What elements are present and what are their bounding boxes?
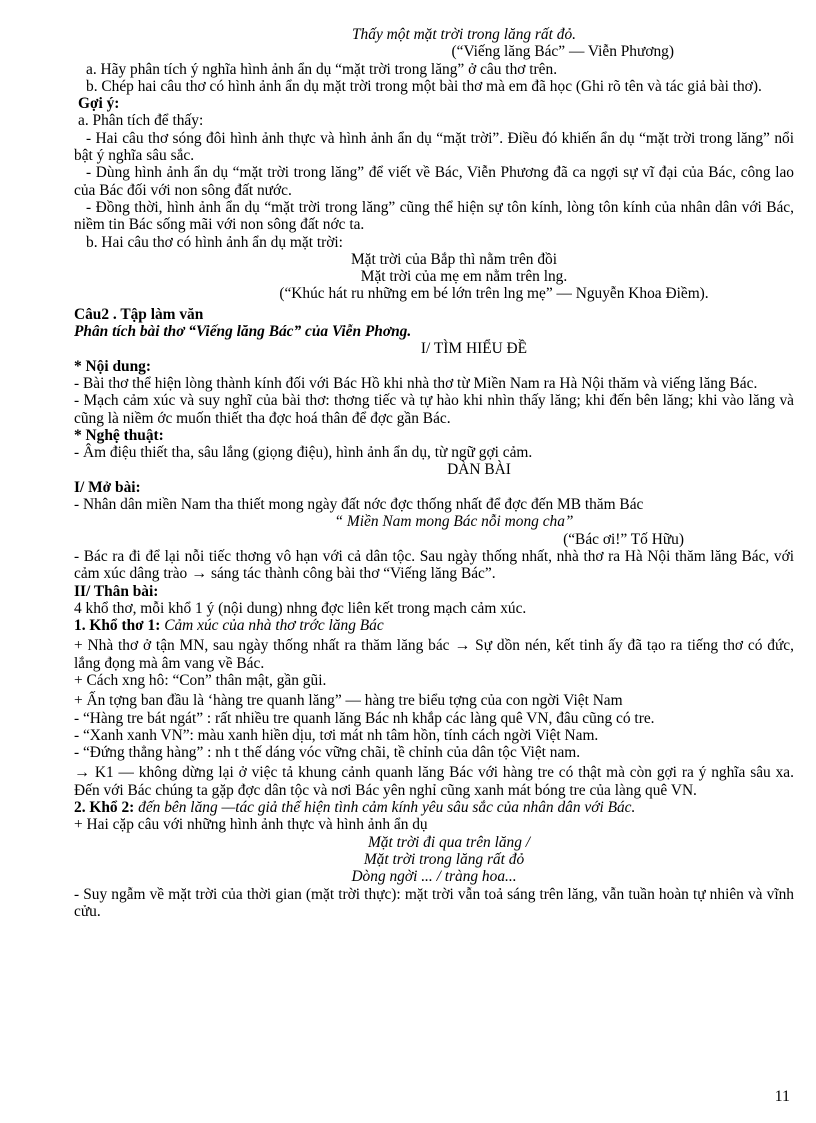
stanza-1-item xyxy=(74,637,794,672)
intro-item: - Nhân dân miền Nam tha thiết mong ngày đất nớc đợc thống nhất để đợc đến MB thăm Bác xyxy=(74,496,644,514)
stanza-1-item: + Cách xng hô: “Con” thân mật, gần gũi. xyxy=(74,671,327,689)
content-item: - Mạch cảm xúc và suy nghĩ của bài thơ: thơng tiếc và tự hào khi nhìn thấy lăng; khi đến bên lăng; khi vào lăng và cũng là niềm ớc muốn thiết tha đợc hoá thân để đợc gần Bác. xyxy=(74,392,794,427)
poem-source: (“Khúc hát ru những em bé lớn trên lng mẹ” — Nguyễn Khoa Điềm). xyxy=(279,285,709,303)
content-label: * Nội dung: xyxy=(74,357,151,375)
stanza-1-text-b: Sự dồn nén, kết tinh ấy đã tạo ra tiếng thơ có đức, lắng đọng mà âm vang về Bác. xyxy=(74,637,794,672)
stanza-2-verse: Dòng ngời ... / tràng hoa... xyxy=(351,868,517,886)
intro-label: I/ Mở bài: xyxy=(74,478,141,496)
stanza-1-conclusion xyxy=(74,764,794,799)
body-item: 4 khổ thơ, mỗi khổ 1 ý (nội dung) nhng đợc liên kết trong mạch cảm xúc. xyxy=(74,599,527,617)
page-number: 11 xyxy=(774,1088,790,1105)
stanza-1-item: - “Đứng thẳng hàng” : nh t thế dáng vóc vững chãi, tề chỉnh của dân tộc Việt nam. xyxy=(74,744,581,762)
q2-title: Câu2 . Tập làm văn xyxy=(74,305,204,323)
stanza-2-item: - Suy ngẫm về mặt trời của thời gian (mặt trời thực): mặt trời vẫn toả sáng trên lăng, vẫn tuần hoàn tự nhiên và vĩnh cửu. xyxy=(74,885,794,920)
body-label: II/ Thân bài: xyxy=(74,582,159,600)
stanza-2-verse: Mặt trời trong lăng rất đỏ xyxy=(363,850,525,868)
stanza-2-title: đến bên lăng —tác giả thể hiện tình cảm kính yêu sâu sắc của nhân dân với Bác. xyxy=(138,799,636,817)
arrow-right-icon: → xyxy=(454,637,471,655)
stanza-1-conclusion-text: K1 — không dừng lại ở việc tả khung cảnh quanh lăng Bác với hàng tre có thật mà còn gợi ra ý nghĩa sâu xa. Đến với Bác chúng ta gặp đợc dân tộc và nơi Bác yên nghỉ cũng xanh mát bóng tre của làng quê VN. xyxy=(74,764,794,799)
stanza-1-item: - “Xanh xanh VN”: màu xanh hiền dịu, tơi mát nh tâm hồn, tính cách ngời Việt Nam. xyxy=(74,726,599,744)
stanza-2-heading xyxy=(74,799,794,816)
art-label: * Nghệ thuật: xyxy=(74,426,164,444)
hint-a: a. Phân tích để thấy: xyxy=(78,112,204,130)
hint-a2: - Dùng hình ảnh ẩn dụ “mặt trời trong lăng” để viết về Bác, Viễn Phương đã ca ngợi sự vĩ đại của Bác, công lao của Bác đối với non sông đất nước. xyxy=(74,164,794,199)
hint-a1: - Hai câu thơ sóng đôi hình ảnh thực và hình ảnh ẩn dụ “mặt trời”. Điều đó khiến ẩn dụ “mặt trời trong lăng” nổi bật ý nghĩa sâu sắc. xyxy=(74,129,794,165)
question-a: a. Hãy phân tích ý nghĩa hình ảnh ẩn dụ “mặt trời trong lăng” ở câu thơ trên. xyxy=(86,60,558,78)
stanza-2-item: + Hai cặp câu với những hình ảnh thực và hình ảnh ẩn dụ xyxy=(74,816,428,834)
hint-a3: - Đồng thời, hình ảnh ẩn dụ “mặt trời trong lăng” cũng thể hiện sự tôn kính, lòng tôn kính của nhân dân với Bác, niềm tin Bác sống mãi với non sông đất nớc ta. xyxy=(74,198,794,234)
document-page xyxy=(74,26,794,920)
poem-line-2: Mặt trời của mẹ em nằm trên lng. xyxy=(360,268,568,286)
question-b: b. Chép hai câu thơ có hình ảnh ẩn dụ mặt trời trong một bài thơ mà em đã học (Ghi rõ tên và tác giả bài thơ). xyxy=(86,77,762,95)
arrow-right-icon: → xyxy=(191,565,208,583)
stanza-1-label: 1. Khổ thơ 1: xyxy=(74,617,161,635)
art-item: - Âm điệu thiết tha, sâu lắng (giọng điệu), hình ảnh ẩn dụ, từ ngữ gợi cảm. xyxy=(74,444,533,462)
intro-text-b: sáng tác thành công bài thơ “Viếng lăng Bác”. xyxy=(210,565,496,583)
stanza-1-item: - “Hàng tre bát ngát” : rất nhiều tre quanh lăng Bác nh khắp các làng quê VN, đâu cũng có tre. xyxy=(74,709,655,727)
verse-source: (“Viếng lăng Bác” — Viễn Phương) xyxy=(451,43,674,61)
intro-quote: “ Miền Nam mong Bác nỗi mong cha” xyxy=(334,513,574,531)
hint-b: b. Hai câu thơ có hình ảnh ẩn dụ mặt trời: xyxy=(86,233,343,251)
q2-prompt: Phân tích bài thơ “Viếng lăng Bác” của Viễn Phơng. xyxy=(74,323,412,341)
verse-line: Thấy một mặt trời trong lăng rất đỏ. xyxy=(352,26,576,43)
content-item: - Bài thơ thể hiện lòng thành kính đối với Bác Hồ khi nhà thơ từ Miền Nam ra Hà Nội thăm và viếng lăng Bác. xyxy=(74,374,758,392)
stanza-2-verse: Mặt trời đi qua trên lăng / xyxy=(367,833,531,851)
outline-heading: DÀN BÀI xyxy=(447,461,511,479)
stanza-1-text-a: + Nhà thơ ở tận MN, sau ngày thống nhất ra thăm lăng bác xyxy=(74,637,450,655)
intro-text-a: - Bác ra đi để lại nỗi tiếc thơng vô hạn với cả dân tộc. Sau ngày thống nhất, nhà thơ ra Hà Nội thăm lăng Bác, với cảm xúc dâng trào xyxy=(74,547,794,583)
intro-quote-source: (“Bác ơi!” Tố Hữu) xyxy=(563,530,684,548)
stanza-1-title: Cảm xúc của nhà thơ trớc lăng Bác xyxy=(164,617,384,635)
hint-label: Gợi ý: xyxy=(78,95,120,113)
stanza-1-item: + Ấn tợng ban đầu là ‘hàng tre quanh lăng” — hàng tre biểu tợng của con ngời Việt Nam xyxy=(74,692,623,710)
section-heading: I/ TÌM HIỂU ĐỀ xyxy=(420,340,528,358)
stanza-1-heading xyxy=(74,617,794,634)
arrow-right-icon: → xyxy=(74,764,90,782)
poem-line-1: Mặt trời của Bắp thì nằm trên đồi xyxy=(350,250,558,268)
stanza-2-label: 2. Khổ 2: xyxy=(74,799,135,817)
intro-item xyxy=(74,548,794,583)
